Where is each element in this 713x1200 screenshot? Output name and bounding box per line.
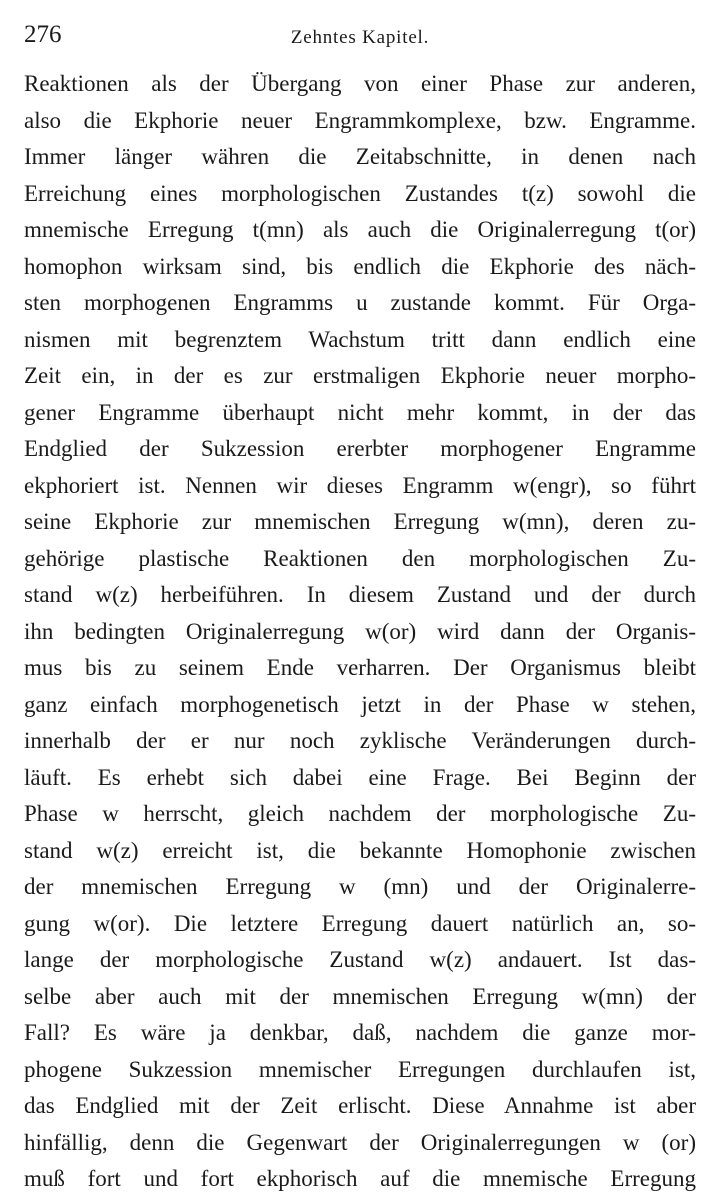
- page-header: [24, 18, 696, 52]
- text-line: lange der morphologische Zustand w(z) andauert. Ist das-: [24, 947, 696, 972]
- text-line: läuft. Es erhebt sich dabei eine Frage. Bei Beginn der: [24, 764, 696, 790]
- body-text: [24, 66, 696, 1198]
- text-line: gung w(or). Die letztere Erregung dauert natürlich an, so-: [24, 910, 696, 936]
- text-line: gehörige plastische Reaktionen den morphologischen Zu-: [24, 545, 696, 571]
- text-line: muß fort und fort ekphorisch auf die mnemische Erregung: [24, 1166, 696, 1191]
- text-line: Zeit ein, in der es zur erstmaligen Ekphorie neuer morpho-: [24, 363, 696, 388]
- text-line: mnemische Erregung t(mn) als auch die Originalerregung t(or): [24, 217, 696, 242]
- chapter-running-head: Zehntes Kapitel.: [290, 27, 430, 48]
- text-line: Erreichung eines morphologischen Zustandes t(z) sowohl die: [24, 180, 696, 206]
- text-line: ihn bedingten Originalerregung w(or) wird dann der Organis-: [24, 618, 696, 644]
- text-line: selbe aber auch mit der mnemischen Erregung w(mn) der: [24, 983, 696, 1009]
- text-line: der mnemischen Erregung w (mn) und der Originalerre-: [24, 874, 696, 899]
- text-line: Endglied der Sukzession ererbter morphogener Engramme: [24, 436, 696, 461]
- text-line: homophon wirksam sind, bis endlich die Ekphorie des näch-: [24, 253, 696, 279]
- text-line: Immer länger währen die Zeitabschnitte, in denen nach: [24, 144, 696, 169]
- text-line: phogene Sukzession mnemischer Erregungen durchlaufen ist,: [24, 1056, 696, 1082]
- text-line: Phase w herrscht, gleich nachdem der morphologische Zu-: [24, 801, 696, 826]
- text-line: also die Ekphorie neuer Engrammkomplexe, bzw. Engramme.: [24, 107, 696, 133]
- text-line: stand w(z) herbeiführen. In diesem Zustand und der durch: [24, 582, 696, 607]
- text-line: nismen mit begrenztem Wachstum tritt dann endlich eine: [24, 326, 696, 352]
- text-line: ekphoriert ist. Nennen wir dieses Engramm w(engr), so führt: [24, 472, 696, 498]
- text-line: stand w(z) erreicht ist, die bekannte Homophonie zwischen: [24, 837, 696, 863]
- text-line: innerhalb der er nur noch zyklische Veränderungen durch-: [24, 728, 696, 753]
- text-line: mus bis zu seinem Ende verharren. Der Organismus bleibt: [24, 655, 696, 680]
- text-line: Reaktionen als der Übergang von einer Phase zur anderen,: [24, 71, 696, 96]
- text-line: Fall? Es wäre ja denkbar, daß, nachdem die ganze mor-: [24, 1020, 696, 1045]
- text-line: seine Ekphorie zur mnemischen Erregung w(mn), deren zu-: [24, 509, 696, 534]
- text-line: gener Engramme überhaupt nicht mehr kommt, in der das: [24, 399, 696, 425]
- text-line: das Endglied mit der Zeit erlischt. Diese Annahme ist aber: [24, 1093, 696, 1118]
- text-line: hinfällig, denn die Gegenwart der Originalerregungen w (or): [24, 1129, 696, 1155]
- text-line: ganz einfach morphogenetisch jetzt in der Phase w stehen,: [24, 691, 696, 717]
- page-number: 276: [24, 21, 62, 48]
- text-line: sten morphogenen Engramms u zustande kommt. Für Orga-: [24, 290, 696, 315]
